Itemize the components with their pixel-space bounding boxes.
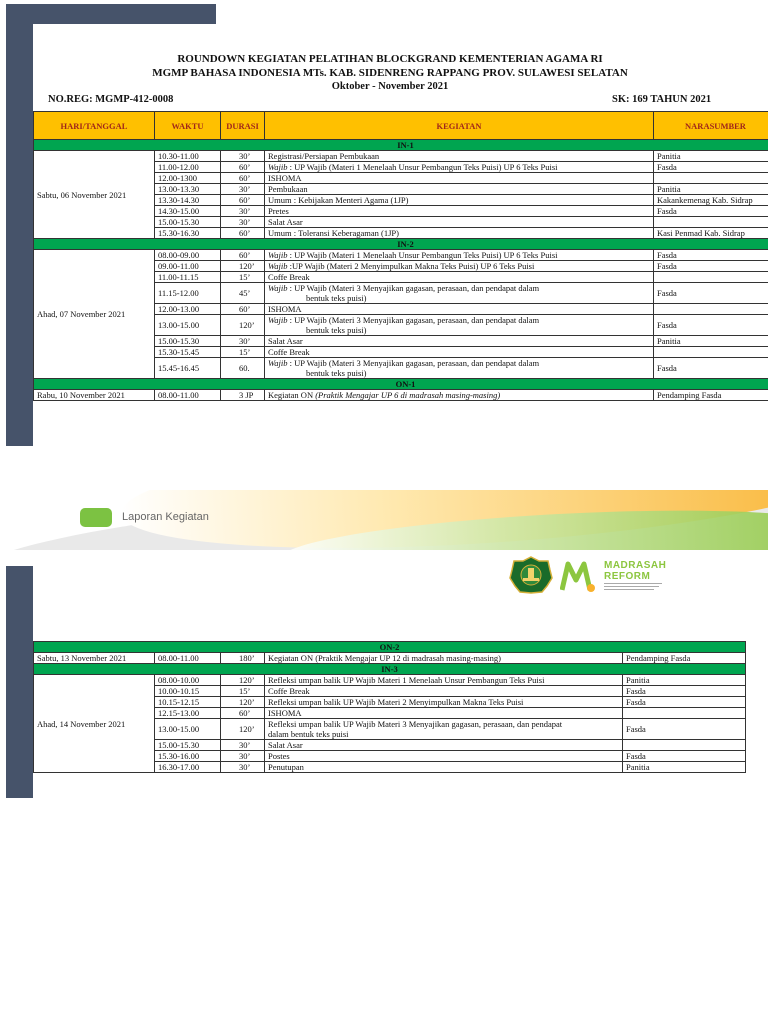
- section-label: ON-1: [34, 379, 768, 390]
- speaker-cell: [623, 708, 746, 719]
- activity-text: Kegiatan ON: [268, 390, 316, 400]
- speaker-cell: Fasda: [654, 206, 768, 217]
- time-cell: 11.15-12.00: [155, 283, 221, 304]
- speaker-cell: Fasda: [623, 751, 746, 762]
- speaker-cell: [654, 347, 768, 358]
- duration-cell: 15’: [221, 347, 265, 358]
- logo-tagline-lines: [604, 583, 664, 593]
- table-row: [34, 675, 746, 686]
- duration-cell: 120’: [221, 315, 265, 336]
- activity-cell: [265, 390, 654, 401]
- duration-cell: 30’: [221, 762, 265, 773]
- column-header-speaker: NARASUMBER: [654, 112, 768, 140]
- activity-cell: [265, 261, 654, 272]
- duration-cell: 30’: [221, 184, 265, 195]
- duration-cell: 60.: [221, 358, 265, 379]
- activity-text: Kegiatan ON (Praktik Mengajar UP 12 di madrasah masing-masing): [268, 653, 501, 663]
- speaker-cell: Fasda: [654, 250, 768, 261]
- table-row: [34, 653, 746, 664]
- activity-prefix: Wajib: [268, 261, 288, 271]
- activity-text: Coffe Break: [268, 686, 310, 696]
- activity-cell: [265, 719, 623, 740]
- activity-text: Pretes: [268, 206, 289, 216]
- speaker-cell: Fasda: [654, 283, 768, 304]
- duration-cell: 60’: [221, 304, 265, 315]
- section-row: [34, 239, 768, 250]
- activity-text: Postes: [268, 751, 290, 761]
- speaker-cell: Panitia: [654, 184, 768, 195]
- activity-text: ISHOMA: [268, 304, 302, 314]
- time-cell: 11.00-12.00: [155, 162, 221, 173]
- logo-text-reform: REFORM: [604, 571, 651, 582]
- time-cell: 08.00-11.00: [155, 390, 221, 401]
- activity-cell: [265, 336, 654, 347]
- speaker-cell: Panitia: [623, 762, 746, 773]
- duration-cell: 30’: [221, 751, 265, 762]
- speaker-cell: Fasda: [654, 162, 768, 173]
- activity-cell: [265, 250, 654, 261]
- activity-cell: [265, 184, 654, 195]
- time-cell: 12.00-1300: [155, 173, 221, 184]
- schedule-body-1: [34, 140, 768, 401]
- section-label: IN-3: [34, 664, 746, 675]
- speaker-cell: Pendamping Fasda: [654, 390, 768, 401]
- time-cell: 15.45-16.45: [155, 358, 221, 379]
- activity-cell: [265, 675, 623, 686]
- section-row: [34, 379, 768, 390]
- column-header-day: HARI/TANGGAL: [34, 112, 155, 140]
- day-cell: Ahad, 07 November 2021: [34, 250, 155, 379]
- duration-cell: 45’: [221, 283, 265, 304]
- duration-cell: 30’: [221, 151, 265, 162]
- duration-cell: 30’: [221, 740, 265, 751]
- time-cell: 15.30-15.45: [155, 347, 221, 358]
- table-row: [34, 151, 768, 162]
- activity-cell: [265, 358, 654, 379]
- column-header-activity: KEGIATAN: [265, 112, 654, 140]
- duration-cell: 60’: [221, 162, 265, 173]
- table-header-row: [34, 112, 768, 140]
- activity-cell: [265, 151, 654, 162]
- activity-text: Pembukaan: [268, 184, 308, 194]
- duration-cell: 30’: [221, 217, 265, 228]
- activity-cell: [265, 708, 623, 719]
- activity-text: Salat Asar: [268, 740, 303, 750]
- duration-cell: 60’: [221, 228, 265, 239]
- duration-cell: 60’: [221, 173, 265, 184]
- section-label: IN-2: [34, 239, 768, 250]
- slide-divider-band: [0, 490, 768, 550]
- time-cell: 12.00-13.00: [155, 304, 221, 315]
- activity-text: : UP Wajib (Materi 3 Menyajikan gagasan, perasaan, dan pendapat dalam: [287, 315, 540, 325]
- activity-cell: [265, 217, 654, 228]
- activity-cell: [265, 653, 623, 664]
- speaker-cell: Fasda: [654, 358, 768, 379]
- time-cell: 11.00-11.15: [155, 272, 221, 283]
- activity-cell: [265, 272, 654, 283]
- activity-prefix: Wajib: [268, 283, 288, 293]
- section-row: [34, 140, 768, 151]
- schedule-body-2: [34, 642, 746, 773]
- activity-cell: [265, 686, 623, 697]
- time-cell: 12.15-13.00: [155, 708, 221, 719]
- activity-text: ISHOMA: [268, 708, 302, 718]
- speaker-cell: Kasi Penmad Kab. Sidrap: [654, 228, 768, 239]
- activity-text: : UP Wajib (Materi 3 Menyajikan gagasan, perasaan, dan pendapat dalam: [287, 358, 540, 368]
- decorative-header-bar: [6, 4, 216, 24]
- duration-cell: 120’: [221, 675, 265, 686]
- speaker-cell: [654, 217, 768, 228]
- duration-cell: 15’: [221, 686, 265, 697]
- green-pill-icon: [80, 508, 112, 527]
- activity-text-line-2: bentuk teks puisi): [306, 325, 367, 335]
- activity-cell: [265, 751, 623, 762]
- activity-text: Registrasi/Persiapan Pembukaan: [268, 151, 380, 161]
- activity-cell: [265, 304, 654, 315]
- time-cell: 13.30-14.30: [155, 195, 221, 206]
- madrasah-reform-logo-icon: [560, 558, 598, 594]
- activity-prefix: Wajib: [268, 358, 288, 368]
- activity-text: Salat Asar: [268, 336, 303, 346]
- schedule-table-1: [33, 111, 768, 401]
- time-cell: 13.00-13.30: [155, 184, 221, 195]
- speaker-cell: Panitia: [623, 675, 746, 686]
- duration-cell: 30’: [221, 336, 265, 347]
- activity-text: Umum : Kebijakan Menteri Agama (1JP): [268, 195, 409, 205]
- column-header-time: WAKTU: [155, 112, 221, 140]
- duration-cell: 120’: [221, 697, 265, 708]
- activity-text: Umum : Toleransi Keberagaman (1JP): [268, 228, 399, 238]
- activity-text: Salat Asar: [268, 217, 303, 227]
- activity-text: Refleksi umpan balik UP Wajib Materi 2 Menyimpulkan Makna Teks Puisi: [268, 697, 524, 707]
- speaker-cell: Pendamping Fasda: [623, 653, 746, 664]
- activity-text: : UP Wajib (Materi 1 Menelaah Unsur Pembangun Teks Puisi) UP 6 Teks Puisi: [287, 162, 558, 172]
- activity-prefix: Wajib: [268, 162, 288, 172]
- speaker-cell: [654, 173, 768, 184]
- activity-text: Refleksi umpan balik UP Wajib Materi 3 Menyajikan gagasan, perasaan, dan pendapat: [268, 719, 563, 729]
- time-cell: 10.30-11.00: [155, 151, 221, 162]
- section-label: IN-1: [34, 140, 768, 151]
- duration-cell: 60’: [221, 195, 265, 206]
- duration-cell: 15’: [221, 272, 265, 283]
- title-line-2: MGMP BAHASA INDONESIA MTs. KAB. SIDENRENG RAPPANG PROV. SULAWESI SELATAN: [152, 67, 628, 79]
- activity-note: (Praktik Mengajar UP 6 di madrasah masing-masing): [315, 390, 501, 400]
- schedule-table-2: [33, 641, 746, 773]
- duration-cell: 120’: [221, 719, 265, 740]
- activity-prefix: Wajib: [268, 315, 288, 325]
- section-label: Laporan Kegiatan: [122, 511, 209, 523]
- time-cell: 09.00-11.00: [155, 261, 221, 272]
- decree-number: SK: 169 TAHUN 2021: [612, 94, 712, 105]
- activity-cell: [265, 173, 654, 184]
- activity-text: Coffe Break: [268, 347, 310, 357]
- duration-cell: 120’: [221, 261, 265, 272]
- time-cell: 10.00-10.15: [155, 686, 221, 697]
- activity-cell: [265, 315, 654, 336]
- decorative-side-bar-2: [6, 566, 33, 798]
- activity-cell: [265, 283, 654, 304]
- day-cell: Ahad, 14 November 2021: [34, 675, 155, 773]
- time-cell: 10.15-12.15: [155, 697, 221, 708]
- table-row: [34, 390, 768, 401]
- time-cell: 15.00-15.30: [155, 740, 221, 751]
- day-cell: Rabu, 10 November 2021: [34, 390, 155, 401]
- duration-cell: 30’: [221, 206, 265, 217]
- activity-text-line-2: bentuk teks puisi): [306, 368, 367, 378]
- duration-cell: 180’: [221, 653, 265, 664]
- time-cell: 08.00-09.00: [155, 250, 221, 261]
- activity-text: :UP Wajib (Materi 2 Menyimpulkan Makna Teks Puisi) UP 6 Teks Puisi: [287, 261, 535, 271]
- activity-text: ISHOMA: [268, 173, 302, 183]
- speaker-cell: Fasda: [623, 697, 746, 708]
- table-row: [34, 250, 768, 261]
- activity-cell: [265, 762, 623, 773]
- section-row: [34, 642, 746, 653]
- time-cell: 08.00-10.00: [155, 675, 221, 686]
- speaker-cell: Fasda: [623, 686, 746, 697]
- activity-text: Refleksi umpan balik UP Wajib Materi 1 Menelaah Unsur Pembangun Teks Puisi: [268, 675, 545, 685]
- speaker-cell: [654, 272, 768, 283]
- activity-cell: [265, 347, 654, 358]
- time-cell: 15.00-15.30: [155, 217, 221, 228]
- title-line-1: ROUNDOWN KEGIATAN PELATIHAN BLOCKGRAND KEMENTERIAN AGAMA RI: [177, 53, 603, 65]
- activity-cell: [265, 228, 654, 239]
- speaker-cell: Fasda: [654, 261, 768, 272]
- title-line-3: Oktober - November 2021: [331, 81, 449, 92]
- activity-cell: [265, 740, 623, 751]
- time-cell: 13.00-15.00: [155, 719, 221, 740]
- time-cell: 15.30-16.00: [155, 751, 221, 762]
- duration-cell: 60’: [221, 250, 265, 261]
- time-cell: 16.30-17.00: [155, 762, 221, 773]
- section-label: ON-2: [34, 642, 746, 653]
- logo-text-madrasah: MADRASAH: [604, 560, 667, 571]
- activity-text: : UP Wajib (Materi 1 Menelaah Unsur Pembangun Teks Puisi) UP 6 Teks Puisi: [287, 250, 558, 260]
- activity-text: : UP Wajib (Materi 3 Menyajikan gagasan, perasaan, dan pendapat dalam: [287, 283, 540, 293]
- speaker-cell: [654, 304, 768, 315]
- activity-text: Coffe Break: [268, 272, 310, 282]
- registration-number: NO.REG: MGMP-412-0008: [48, 94, 174, 105]
- speaker-cell: Fasda: [654, 315, 768, 336]
- activity-cell: [265, 162, 654, 173]
- activity-cell: [265, 206, 654, 217]
- time-cell: 13.00-15.00: [155, 315, 221, 336]
- activity-text: Penutupan: [268, 762, 304, 772]
- duration-cell: 60’: [221, 708, 265, 719]
- document-title: [40, 52, 740, 94]
- activity-cell: [265, 195, 654, 206]
- speaker-cell: Panitia: [654, 151, 768, 162]
- day-cell: Sabtu, 13 November 2021: [34, 653, 155, 664]
- speaker-cell: [623, 740, 746, 751]
- decorative-side-bar: [6, 4, 33, 446]
- time-cell: 14.30-15.00: [155, 206, 221, 217]
- column-header-duration: DURASI: [221, 112, 265, 140]
- speaker-cell: Panitia: [654, 336, 768, 347]
- kemenag-emblem-icon: [509, 556, 553, 594]
- speaker-cell: Fasda: [623, 719, 746, 740]
- activity-text-line-2: dalam bentuk teks puisi: [268, 729, 349, 739]
- activity-prefix: Wajib: [268, 250, 288, 260]
- time-cell: 15.30-16.30: [155, 228, 221, 239]
- speaker-cell: Kakankemenag Kab. Sidrap: [654, 195, 768, 206]
- day-cell: Sabtu, 06 November 2021: [34, 151, 155, 239]
- activity-text-line-2: bentuk teks puisi): [306, 293, 367, 303]
- section-row: [34, 664, 746, 675]
- time-cell: 08.00-11.00: [155, 653, 221, 664]
- time-cell: 15.00-15.30: [155, 336, 221, 347]
- activity-cell: [265, 697, 623, 708]
- duration-cell: 3 JP: [221, 390, 265, 401]
